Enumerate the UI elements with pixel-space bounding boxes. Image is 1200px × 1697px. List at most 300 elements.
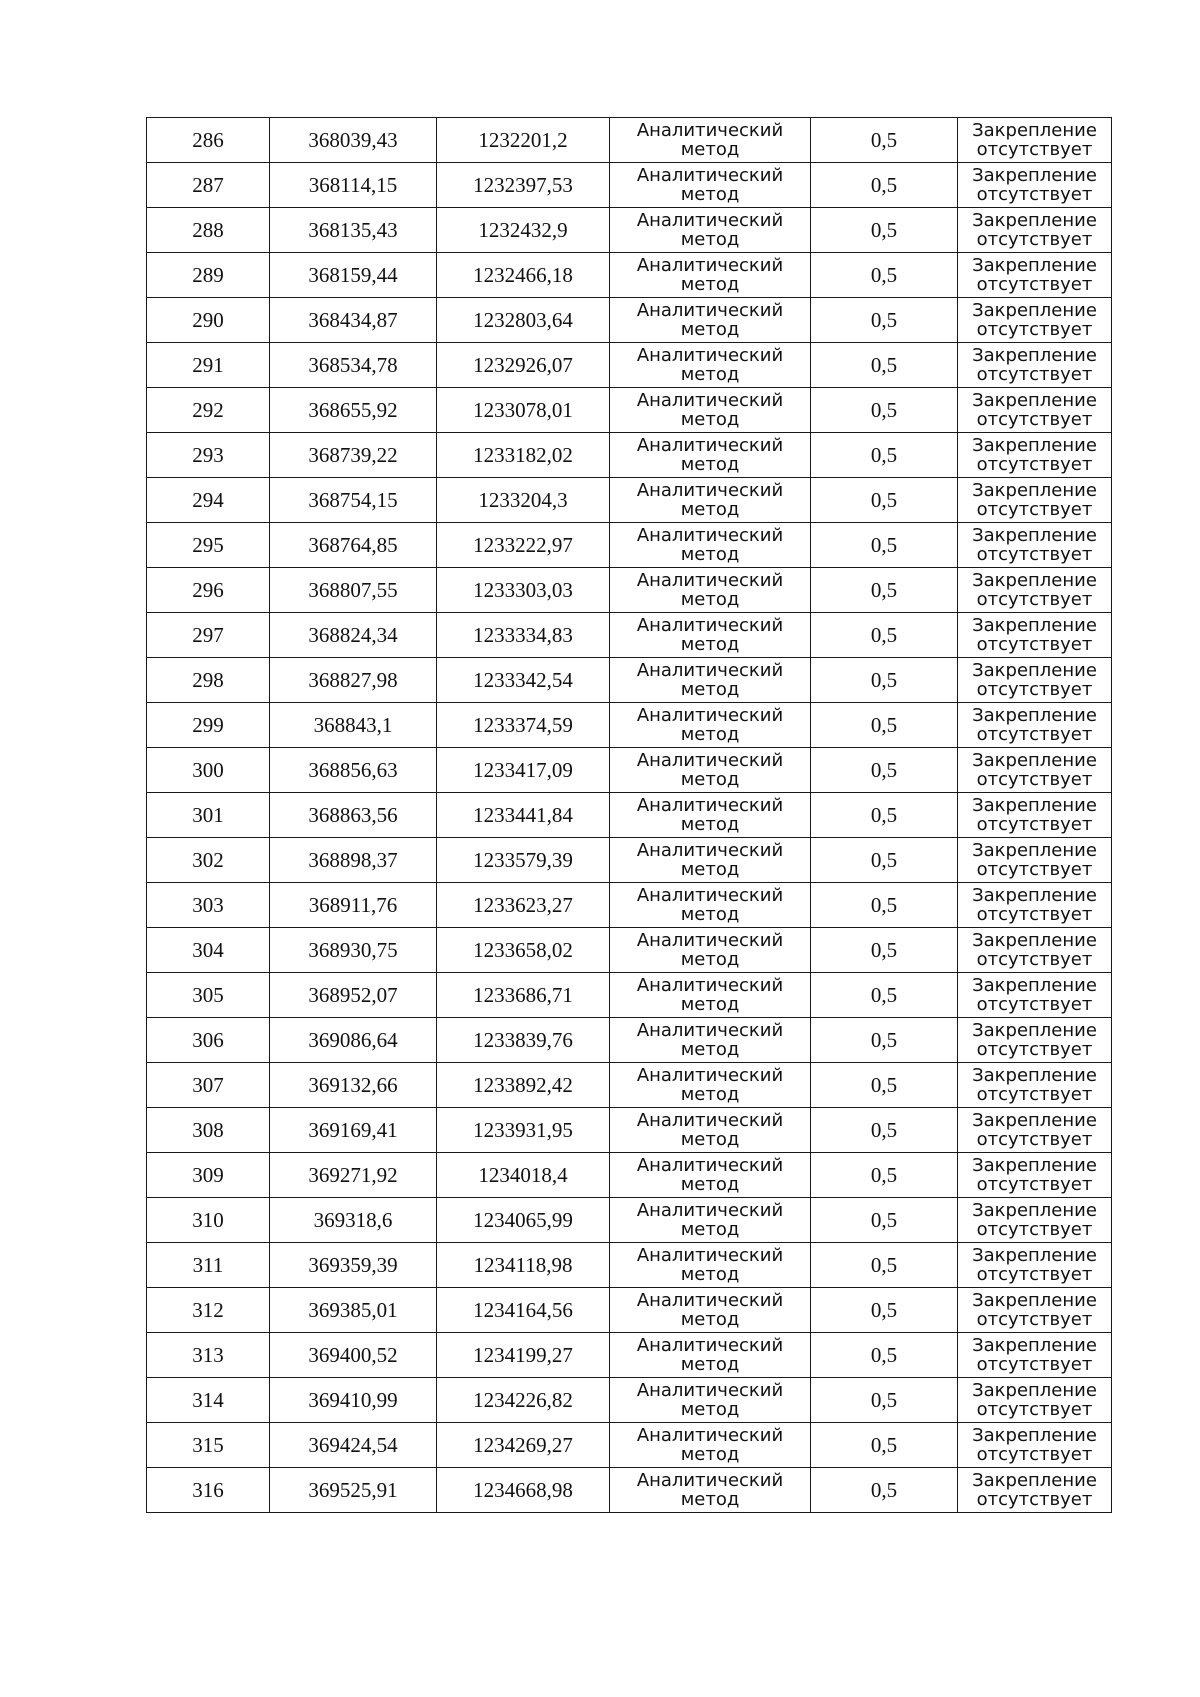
method-label-line1: Аналитический — [636, 1335, 784, 1356]
y-coordinate-cell: 1232201,2 — [437, 118, 610, 163]
y-coordinate-cell: 1233686,71 — [437, 973, 610, 1018]
table-row — [147, 163, 1112, 208]
x-coordinate-cell: 368911,76 — [270, 883, 437, 928]
method-cell — [610, 1063, 811, 1108]
point-number-cell: 287 — [147, 163, 270, 208]
point-number-cell: 309 — [147, 1153, 270, 1198]
method-label-line1: Аналитический — [636, 480, 784, 501]
accuracy-cell: 0,5 — [811, 298, 958, 343]
method-cell — [610, 433, 811, 478]
method-label-line1: Аналитический — [636, 255, 784, 276]
point-number-cell: 316 — [147, 1468, 270, 1513]
method-cell — [610, 1018, 811, 1063]
y-coordinate-cell: 1233892,42 — [437, 1063, 610, 1108]
fixing-description-cell — [958, 478, 1112, 523]
method-cell — [610, 208, 811, 253]
y-coordinate-cell: 1233931,95 — [437, 1108, 610, 1153]
method-label-line1: Аналитический — [636, 210, 784, 231]
fixing-label-line1: Закрепление — [972, 435, 1097, 456]
point-number-cell: 292 — [147, 388, 270, 433]
method-label-line2: метод — [680, 1309, 740, 1330]
method-cell — [610, 253, 811, 298]
fixing-label-line1: Закрепление — [972, 705, 1097, 726]
y-coordinate-cell: 1233222,97 — [437, 523, 610, 568]
x-coordinate-cell: 369318,6 — [270, 1198, 437, 1243]
fixing-label-line1: Закрепление — [972, 1020, 1097, 1041]
method-cell — [610, 478, 811, 523]
x-coordinate-cell: 369410,99 — [270, 1378, 437, 1423]
fixing-description-cell — [958, 883, 1112, 928]
point-number-cell: 301 — [147, 793, 270, 838]
method-label-line2: метод — [680, 1489, 740, 1510]
method-label-line1: Аналитический — [636, 390, 784, 411]
fixing-label-line2: отсутствует — [976, 409, 1093, 430]
accuracy-cell: 0,5 — [811, 883, 958, 928]
method-cell — [610, 1153, 811, 1198]
x-coordinate-cell: 368434,87 — [270, 298, 437, 343]
table-row — [147, 658, 1112, 703]
method-label-line1: Аналитический — [636, 705, 784, 726]
point-number-cell: 308 — [147, 1108, 270, 1153]
table-row — [147, 253, 1112, 298]
fixing-description-cell — [958, 748, 1112, 793]
x-coordinate-cell: 369424,54 — [270, 1423, 437, 1468]
y-coordinate-cell: 1234118,98 — [437, 1243, 610, 1288]
method-cell — [610, 1468, 811, 1513]
method-cell — [610, 1288, 811, 1333]
fixing-label-line2: отсутствует — [976, 1354, 1093, 1375]
fixing-label-line1: Закрепление — [972, 1065, 1097, 1086]
method-label-line2: метод — [680, 724, 740, 745]
method-label-line2: метод — [680, 949, 740, 970]
fixing-description-cell — [958, 1243, 1112, 1288]
point-number-cell: 304 — [147, 928, 270, 973]
accuracy-cell: 0,5 — [811, 163, 958, 208]
method-label-line2: метод — [680, 139, 740, 160]
method-cell — [610, 568, 811, 613]
fixing-label-line2: отсутствует — [976, 319, 1093, 340]
y-coordinate-cell: 1232803,64 — [437, 298, 610, 343]
fixing-description-cell — [958, 118, 1112, 163]
fixing-label-line1: Закрепление — [972, 660, 1097, 681]
method-label-line1: Аналитический — [636, 885, 784, 906]
x-coordinate-cell: 368856,63 — [270, 748, 437, 793]
fixing-label-line1: Закрепление — [972, 615, 1097, 636]
x-coordinate-cell: 368655,92 — [270, 388, 437, 433]
method-label-line1: Аналитический — [636, 1020, 784, 1041]
method-label-line2: метод — [680, 994, 740, 1015]
method-label-line2: метод — [680, 1129, 740, 1150]
method-label-line2: метод — [680, 274, 740, 295]
fixing-label-line2: отсутствует — [976, 1264, 1093, 1285]
accuracy-cell: 0,5 — [811, 1243, 958, 1288]
fixing-description-cell — [958, 613, 1112, 658]
point-number-cell: 297 — [147, 613, 270, 658]
accuracy-cell: 0,5 — [811, 1018, 958, 1063]
fixing-label-line2: отсутствует — [976, 544, 1093, 565]
fixing-description-cell — [958, 928, 1112, 973]
method-label-line2: метод — [680, 454, 740, 475]
point-number-cell: 296 — [147, 568, 270, 613]
fixing-label-line1: Закрепление — [972, 165, 1097, 186]
accuracy-cell: 0,5 — [811, 1288, 958, 1333]
accuracy-cell: 0,5 — [811, 1378, 958, 1423]
method-label-line1: Аналитический — [636, 1425, 784, 1446]
point-number-cell: 315 — [147, 1423, 270, 1468]
fixing-label-line2: отсутствует — [976, 904, 1093, 925]
point-number-cell: 310 — [147, 1198, 270, 1243]
method-label-line2: метод — [680, 229, 740, 250]
fixing-description-cell — [958, 1063, 1112, 1108]
y-coordinate-cell: 1233204,3 — [437, 478, 610, 523]
accuracy-cell: 0,5 — [811, 343, 958, 388]
fixing-label-line2: отсутствует — [976, 814, 1093, 835]
method-label-line2: метод — [680, 1399, 740, 1420]
fixing-description-cell — [958, 703, 1112, 748]
fixing-description-cell — [958, 388, 1112, 433]
point-number-cell: 313 — [147, 1333, 270, 1378]
x-coordinate-cell: 369525,91 — [270, 1468, 437, 1513]
accuracy-cell: 0,5 — [811, 1468, 958, 1513]
method-label-line1: Аналитический — [636, 1155, 784, 1176]
fixing-label-line2: отсутствует — [976, 454, 1093, 475]
method-cell — [610, 1198, 811, 1243]
fixing-label-line2: отсутствует — [976, 364, 1093, 385]
method-label-line2: метод — [680, 904, 740, 925]
method-label-line2: метод — [680, 319, 740, 340]
y-coordinate-cell: 1233658,02 — [437, 928, 610, 973]
point-number-cell: 300 — [147, 748, 270, 793]
table-row — [147, 568, 1112, 613]
table-row — [147, 1468, 1112, 1513]
accuracy-cell: 0,5 — [811, 1423, 958, 1468]
method-label-line2: метод — [680, 769, 740, 790]
fixing-label-line2: отсутствует — [976, 1084, 1093, 1105]
accuracy-cell: 0,5 — [811, 748, 958, 793]
y-coordinate-cell: 1234269,27 — [437, 1423, 610, 1468]
x-coordinate-cell: 368534,78 — [270, 343, 437, 388]
fixing-description-cell — [958, 433, 1112, 478]
fixing-label-line2: отсутствует — [976, 1129, 1093, 1150]
fixing-label-line2: отсутствует — [976, 274, 1093, 295]
method-cell — [610, 343, 811, 388]
x-coordinate-cell: 368930,75 — [270, 928, 437, 973]
y-coordinate-cell: 1234199,27 — [437, 1333, 610, 1378]
y-coordinate-cell: 1233374,59 — [437, 703, 610, 748]
table-body — [147, 118, 1112, 1513]
table-row — [147, 793, 1112, 838]
fixing-description-cell — [958, 298, 1112, 343]
point-number-cell: 294 — [147, 478, 270, 523]
method-label-line1: Аналитический — [636, 1110, 784, 1131]
fixing-label-line1: Закрепление — [972, 975, 1097, 996]
fixing-label-line2: отсутствует — [976, 499, 1093, 520]
table-row — [147, 523, 1112, 568]
method-label-line1: Аналитический — [636, 525, 784, 546]
method-cell — [610, 298, 811, 343]
table-row — [147, 1153, 1112, 1198]
fixing-description-cell — [958, 1018, 1112, 1063]
fixing-label-line2: отсутствует — [976, 1219, 1093, 1240]
method-label-line2: метод — [680, 859, 740, 880]
x-coordinate-cell: 368159,44 — [270, 253, 437, 298]
fixing-description-cell — [958, 973, 1112, 1018]
x-coordinate-cell: 369132,66 — [270, 1063, 437, 1108]
table-row — [147, 1243, 1112, 1288]
y-coordinate-cell: 1233579,39 — [437, 838, 610, 883]
method-label-line1: Аналитический — [636, 615, 784, 636]
point-number-cell: 286 — [147, 118, 270, 163]
table-row — [147, 1288, 1112, 1333]
table-row — [147, 703, 1112, 748]
accuracy-cell: 0,5 — [811, 388, 958, 433]
fixing-label-line2: отсутствует — [976, 139, 1093, 160]
method-label-line1: Аналитический — [636, 1245, 784, 1266]
fixing-label-line1: Закрепление — [972, 255, 1097, 276]
point-number-cell: 314 — [147, 1378, 270, 1423]
method-label-line1: Аналитический — [636, 435, 784, 456]
y-coordinate-cell: 1234065,99 — [437, 1198, 610, 1243]
y-coordinate-cell: 1233182,02 — [437, 433, 610, 478]
method-label-line2: метод — [680, 499, 740, 520]
table-row — [147, 1108, 1112, 1153]
point-number-cell: 290 — [147, 298, 270, 343]
fixing-label-line1: Закрепление — [972, 1110, 1097, 1131]
y-coordinate-cell: 1232397,53 — [437, 163, 610, 208]
method-label-line1: Аналитический — [636, 300, 784, 321]
method-label-line2: метод — [680, 1264, 740, 1285]
fixing-label-line1: Закрепление — [972, 1200, 1097, 1221]
point-number-cell: 305 — [147, 973, 270, 1018]
point-number-cell: 303 — [147, 883, 270, 928]
table-row — [147, 478, 1112, 523]
x-coordinate-cell: 369359,39 — [270, 1243, 437, 1288]
fixing-label-line1: Закрепление — [972, 1470, 1097, 1491]
x-coordinate-cell: 369385,01 — [270, 1288, 437, 1333]
accuracy-cell: 0,5 — [811, 523, 958, 568]
method-cell — [610, 973, 811, 1018]
method-label-line2: метод — [680, 1039, 740, 1060]
method-label-line2: метод — [680, 409, 740, 430]
method-cell — [610, 658, 811, 703]
fixing-label-line2: отсутствует — [976, 1174, 1093, 1195]
method-cell — [610, 793, 811, 838]
accuracy-cell: 0,5 — [811, 1108, 958, 1153]
table-row — [147, 928, 1112, 973]
method-cell — [610, 1243, 811, 1288]
fixing-description-cell — [958, 1378, 1112, 1423]
fixing-description-cell — [958, 1468, 1112, 1513]
accuracy-cell: 0,5 — [811, 208, 958, 253]
method-cell — [610, 163, 811, 208]
accuracy-cell: 0,5 — [811, 703, 958, 748]
table-row — [147, 1198, 1112, 1243]
method-label-line1: Аналитический — [636, 570, 784, 591]
fixing-description-cell — [958, 523, 1112, 568]
method-label-line2: метод — [680, 1174, 740, 1195]
point-number-cell: 307 — [147, 1063, 270, 1108]
fixing-label-line1: Закрепление — [972, 570, 1097, 591]
accuracy-cell: 0,5 — [811, 1063, 958, 1108]
fixing-description-cell — [958, 1198, 1112, 1243]
fixing-description-cell — [958, 793, 1112, 838]
fixing-label-line1: Закрепление — [972, 345, 1097, 366]
coordinates-table — [146, 117, 1112, 1513]
method-label-line2: метод — [680, 634, 740, 655]
accuracy-cell: 0,5 — [811, 658, 958, 703]
fixing-description-cell — [958, 1288, 1112, 1333]
y-coordinate-cell: 1233334,83 — [437, 613, 610, 658]
fixing-label-line1: Закрепление — [972, 1155, 1097, 1176]
method-label-line1: Аналитический — [636, 930, 784, 951]
method-label-line1: Аналитический — [636, 1380, 784, 1401]
fixing-label-line1: Закрепление — [972, 300, 1097, 321]
fixing-label-line2: отсутствует — [976, 994, 1093, 1015]
x-coordinate-cell: 368898,37 — [270, 838, 437, 883]
method-cell — [610, 748, 811, 793]
table-row — [147, 1063, 1112, 1108]
fixing-label-line2: отсутствует — [976, 589, 1093, 610]
fixing-description-cell — [958, 1108, 1112, 1153]
method-label-line1: Аналитический — [636, 840, 784, 861]
accuracy-cell: 0,5 — [811, 1153, 958, 1198]
method-cell — [610, 883, 811, 928]
method-label-line1: Аналитический — [636, 1200, 784, 1221]
fixing-description-cell — [958, 163, 1112, 208]
fixing-description-cell — [958, 1153, 1112, 1198]
x-coordinate-cell: 368952,07 — [270, 973, 437, 1018]
accuracy-cell: 0,5 — [811, 838, 958, 883]
table-row — [147, 613, 1112, 658]
point-number-cell: 288 — [147, 208, 270, 253]
method-cell — [610, 1333, 811, 1378]
method-cell — [610, 1423, 811, 1468]
method-label-line1: Аналитический — [636, 120, 784, 141]
fixing-label-line1: Закрепление — [972, 480, 1097, 501]
accuracy-cell: 0,5 — [811, 118, 958, 163]
y-coordinate-cell: 1233342,54 — [437, 658, 610, 703]
y-coordinate-cell: 1234164,56 — [437, 1288, 610, 1333]
table-row — [147, 1378, 1112, 1423]
y-coordinate-cell: 1233441,84 — [437, 793, 610, 838]
point-number-cell: 289 — [147, 253, 270, 298]
method-label-line2: метод — [680, 1084, 740, 1105]
x-coordinate-cell: 369086,64 — [270, 1018, 437, 1063]
method-label-line1: Аналитический — [636, 345, 784, 366]
point-number-cell: 299 — [147, 703, 270, 748]
fixing-description-cell — [958, 1423, 1112, 1468]
y-coordinate-cell: 1232466,18 — [437, 253, 610, 298]
fixing-label-line1: Закрепление — [972, 930, 1097, 951]
table-row — [147, 298, 1112, 343]
method-cell — [610, 1378, 811, 1423]
table-row — [147, 838, 1112, 883]
method-label-line2: метод — [680, 589, 740, 610]
y-coordinate-cell: 1233623,27 — [437, 883, 610, 928]
y-coordinate-cell: 1233303,03 — [437, 568, 610, 613]
accuracy-cell: 0,5 — [811, 613, 958, 658]
accuracy-cell: 0,5 — [811, 253, 958, 298]
fixing-label-line1: Закрепление — [972, 885, 1097, 906]
fixing-label-line2: отсутствует — [976, 949, 1093, 970]
method-label-line2: метод — [680, 679, 740, 700]
x-coordinate-cell: 368114,15 — [270, 163, 437, 208]
method-label-line2: метод — [680, 1219, 740, 1240]
y-coordinate-cell: 1232432,9 — [437, 208, 610, 253]
fixing-label-line2: отсутствует — [976, 184, 1093, 205]
y-coordinate-cell: 1234226,82 — [437, 1378, 610, 1423]
fixing-description-cell — [958, 1333, 1112, 1378]
table-row — [147, 208, 1112, 253]
x-coordinate-cell: 368807,55 — [270, 568, 437, 613]
fixing-description-cell — [958, 658, 1112, 703]
fixing-label-line1: Закрепление — [972, 795, 1097, 816]
x-coordinate-cell: 368863,56 — [270, 793, 437, 838]
fixing-label-line2: отсутствует — [976, 1309, 1093, 1330]
fixing-label-line1: Закрепление — [972, 525, 1097, 546]
fixing-label-line2: отсутствует — [976, 229, 1093, 250]
fixing-label-line2: отсутствует — [976, 679, 1093, 700]
point-number-cell: 293 — [147, 433, 270, 478]
table-row — [147, 748, 1112, 793]
fixing-label-line1: Закрепление — [972, 210, 1097, 231]
method-label-line2: метод — [680, 364, 740, 385]
method-cell — [610, 118, 811, 163]
accuracy-cell: 0,5 — [811, 433, 958, 478]
fixing-label-line1: Закрепление — [972, 390, 1097, 411]
method-label-line2: метод — [680, 184, 740, 205]
table-row — [147, 1423, 1112, 1468]
point-number-cell: 312 — [147, 1288, 270, 1333]
x-coordinate-cell: 368824,34 — [270, 613, 437, 658]
table-row — [147, 118, 1112, 163]
fixing-description-cell — [958, 208, 1112, 253]
fixing-label-line2: отсутствует — [976, 1489, 1093, 1510]
accuracy-cell: 0,5 — [811, 928, 958, 973]
method-cell — [610, 1108, 811, 1153]
x-coordinate-cell: 368135,43 — [270, 208, 437, 253]
method-cell — [610, 388, 811, 433]
method-label-line2: метод — [680, 1354, 740, 1375]
point-number-cell: 306 — [147, 1018, 270, 1063]
fixing-label-line2: отсутствует — [976, 769, 1093, 790]
method-label-line1: Аналитический — [636, 660, 784, 681]
method-cell — [610, 613, 811, 658]
x-coordinate-cell: 368843,1 — [270, 703, 437, 748]
method-label-line1: Аналитический — [636, 750, 784, 771]
x-coordinate-cell: 369400,52 — [270, 1333, 437, 1378]
table-row — [147, 1333, 1112, 1378]
method-cell — [610, 928, 811, 973]
point-number-cell: 302 — [147, 838, 270, 883]
method-cell — [610, 703, 811, 748]
table-row — [147, 973, 1112, 1018]
method-label-line2: метод — [680, 1444, 740, 1465]
fixing-description-cell — [958, 343, 1112, 388]
method-label-line1: Аналитический — [636, 1290, 784, 1311]
fixing-label-line1: Закрепление — [972, 840, 1097, 861]
fixing-label-line2: отсутствует — [976, 859, 1093, 880]
x-coordinate-cell: 369271,92 — [270, 1153, 437, 1198]
accuracy-cell: 0,5 — [811, 568, 958, 613]
method-label-line2: метод — [680, 544, 740, 565]
method-label-line1: Аналитический — [636, 975, 784, 996]
method-label-line1: Аналитический — [636, 1065, 784, 1086]
accuracy-cell: 0,5 — [811, 478, 958, 523]
fixing-label-line1: Закрепление — [972, 1425, 1097, 1446]
fixing-label-line1: Закрепление — [972, 1290, 1097, 1311]
table-row — [147, 343, 1112, 388]
